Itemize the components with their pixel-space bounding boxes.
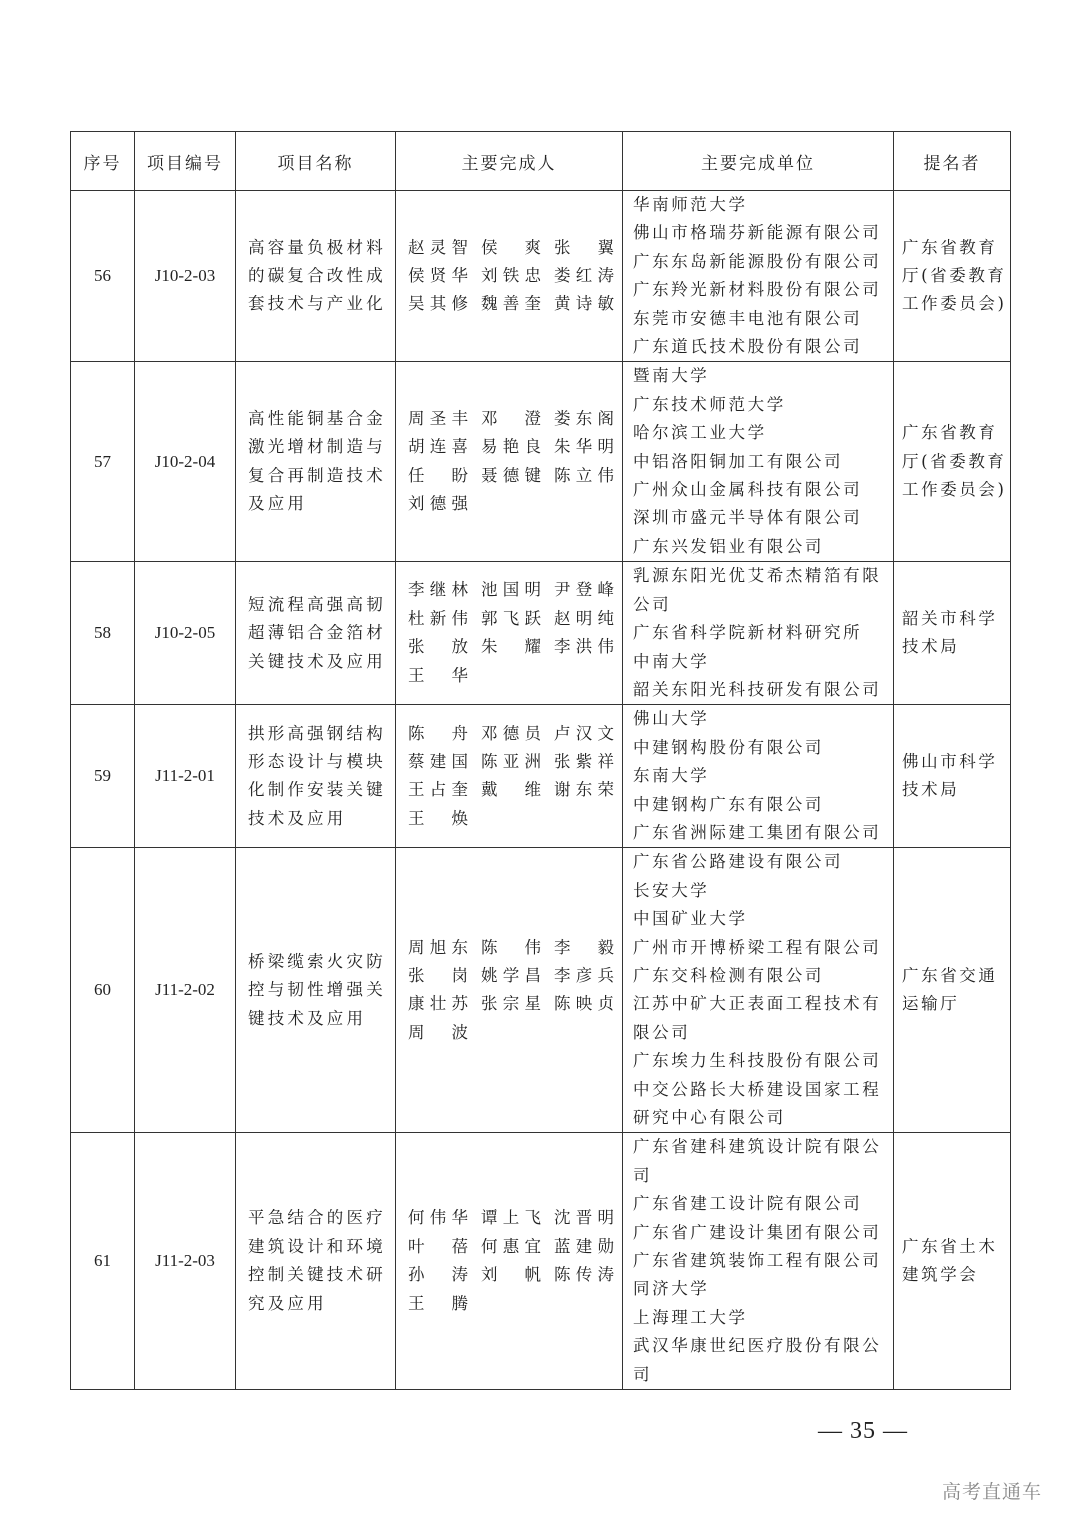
contributor-name: 杜新伟: [408, 608, 468, 628]
main-unit: [623, 1133, 894, 1390]
header-main-units: 主要完成单位: [623, 132, 894, 191]
nominator-line: 广东省交通: [902, 965, 998, 985]
nominator-line: 广东省土木: [902, 1236, 998, 1256]
main-unit-line: 中建钢构广东有限公司: [633, 794, 824, 814]
project-name-line: 桥梁缆索火灾防: [248, 951, 386, 971]
contributor-name: 蔡建国: [408, 751, 468, 771]
main-unit-line: 广东道氏技术股份有限公司: [633, 337, 863, 357]
contributor-name: 朱 耀: [481, 637, 541, 657]
main-unit: [623, 191, 894, 362]
main-unit-line: 暨南大学: [633, 366, 710, 386]
contributor-name: 陈亚洲: [481, 751, 541, 771]
nominator-line: 韶关市科学: [902, 608, 998, 628]
project-name: [236, 362, 396, 562]
contributor-name: 张 岗: [408, 965, 468, 985]
nominator: [894, 705, 1011, 848]
contributor-name: 赵明纯: [554, 608, 614, 628]
main-unit-line: 华南师范大学: [633, 195, 748, 214]
project-name-line: 形态设计与模块: [248, 751, 386, 771]
main-contributors: [396, 1133, 623, 1390]
main-contributors: [396, 848, 623, 1133]
contributor-name: 李洪伟: [554, 637, 614, 657]
project-name: [236, 562, 396, 705]
contributor-name: 邓德员: [481, 723, 541, 743]
contributor-name: 戴 维: [481, 780, 541, 800]
main-contributors: [396, 705, 623, 848]
nominator-line: 工作委员会): [902, 480, 1007, 500]
nominator: [894, 848, 1011, 1133]
contributor-name: 陈映贞: [554, 994, 614, 1014]
contributor-name: 侯 爽: [481, 237, 541, 257]
contributor-name: 娄红涛: [554, 266, 614, 286]
contributor-name: 赵灵智: [408, 237, 468, 257]
contributor-name: 侯贤华: [408, 266, 468, 286]
contributor-name: 张宗星: [481, 994, 541, 1014]
contributor-name: 蓝建勋: [554, 1236, 614, 1256]
main-unit-line: 广东兴发铝业有限公司: [633, 536, 824, 556]
main-unit-line: 广东省广建设计集团有限公司: [633, 1222, 882, 1242]
project-name-line: 激光增材制造与: [248, 437, 386, 457]
main-unit-line: 中南大学: [633, 651, 710, 671]
contributor-name: 刘铁忠: [481, 266, 541, 286]
contributor-name: 聂德键: [481, 465, 541, 485]
contributor-name: 陈 伟: [481, 937, 541, 957]
awards-table: [70, 131, 1011, 1390]
nominator-line: 技术局: [902, 780, 960, 800]
main-contributors: [396, 362, 623, 562]
contributor-name: 任 盼: [408, 465, 468, 485]
contributor-name: 姚学昌: [481, 965, 541, 985]
project-code: J10-2-05: [135, 562, 236, 705]
main-unit: [623, 562, 894, 705]
nominator-line: 技术局: [902, 637, 960, 657]
main-unit: [623, 362, 894, 562]
header-nominator: 提名者: [894, 132, 1011, 191]
contributor-name: 何伟华: [408, 1208, 468, 1228]
table-header-row: [71, 132, 1011, 191]
main-unit-line: 广东省洲际建工集团有限公司: [633, 822, 882, 842]
contributor-name: 易艳良: [481, 437, 541, 457]
project-name-line: 控制关键技术研: [248, 1265, 386, 1285]
project-name: [236, 848, 396, 1133]
contributor-name: 李继林: [408, 580, 468, 600]
contributor-name: 陈 舟: [408, 723, 468, 743]
project-name-line: 的碳复合改性成: [248, 266, 386, 286]
main-unit-line: 佛山市格瑞芬新能源有限公司: [633, 223, 882, 243]
table-row: [71, 1133, 1011, 1390]
project-name-line: 高容量负极材料: [248, 237, 386, 257]
main-unit-line: 中铝洛阳铜加工有限公司: [633, 451, 844, 471]
row-index: 61: [71, 1133, 135, 1390]
header-project-code: 项目编号: [135, 132, 236, 191]
contributor-name: 谢东荣: [554, 780, 614, 800]
row-index: 56: [71, 191, 135, 362]
contributor-name: 卢汉文: [554, 723, 614, 743]
contributor-name: 李彦兵: [554, 965, 614, 985]
main-unit-line: 哈尔滨工业大学: [633, 423, 767, 443]
main-unit-line: 限公司: [633, 1022, 691, 1042]
project-code: J10-2-04: [135, 362, 236, 562]
main-unit-line: 广东省公路建设有限公司: [633, 852, 844, 872]
project-name-line: 究及应用: [248, 1293, 327, 1313]
row-index: 60: [71, 848, 135, 1133]
contributor-name: 张 放: [408, 637, 468, 657]
nominator-line: 广东省教育: [902, 237, 998, 257]
contributor-name: 邓 澄: [481, 409, 541, 429]
contributor-name: 周 波: [408, 1022, 468, 1042]
nominator-line: 运输厅: [902, 994, 960, 1014]
main-unit-line: 司: [633, 1364, 653, 1384]
project-name-line: 高性能铜基合金: [248, 409, 386, 429]
project-name-line: 建筑设计和环境: [248, 1236, 386, 1256]
main-unit-line: 中交公路长大桥建设国家工程: [633, 1079, 882, 1099]
project-name-line: 短流程高强高韧: [248, 594, 386, 614]
project-code: J10-2-03: [135, 191, 236, 362]
watermark: 高考直通车: [942, 1481, 1043, 1503]
project-name-line: 超薄铝合金箔材: [248, 623, 386, 643]
contributor-name: 魏善奎: [481, 294, 541, 314]
contributor-name: 张紫祥: [554, 751, 614, 771]
main-unit-line: 公司: [633, 594, 672, 614]
contributor-name: 王占奎: [408, 780, 468, 800]
contributor-name: 沈晋明: [554, 1208, 614, 1228]
main-unit: [623, 848, 894, 1133]
main-unit-line: 深圳市盛元半导体有限公司: [633, 508, 863, 528]
contributor-name: 陈传涛: [554, 1265, 614, 1285]
project-code: J11-2-03: [135, 1133, 236, 1390]
main-unit-line: 广东省建科建筑设计院有限公: [633, 1137, 882, 1157]
project-code: J11-2-02: [135, 848, 236, 1133]
main-unit-line: 广东东岛新能源股份有限公司: [633, 251, 882, 271]
nominator-line: 建筑学会: [902, 1265, 979, 1285]
contributor-name: 孙 涛: [408, 1265, 468, 1285]
main-unit-line: 长安大学: [633, 880, 710, 900]
main-unit-line: 广东技术师范大学: [633, 394, 786, 414]
contributor-name: 胡连喜: [408, 437, 468, 457]
row-index: 57: [71, 362, 135, 562]
contributor-name: 王 焕: [408, 808, 468, 828]
row-index: 58: [71, 562, 135, 705]
main-unit-line: 司: [633, 1165, 653, 1185]
main-contributors: [396, 562, 623, 705]
main-unit-line: 同济大学: [633, 1279, 710, 1299]
contributor-name: 康壮苏: [408, 994, 468, 1014]
nominator: [894, 562, 1011, 705]
contributor-name: 尹登峰: [554, 580, 614, 600]
project-name-line: 复合再制造技术: [248, 465, 386, 485]
contributor-name: 王 华: [408, 665, 468, 685]
contributor-name: 刘 帆: [481, 1265, 541, 1285]
header-index: 序号: [71, 132, 135, 191]
main-unit-line: 上海理工大学: [633, 1307, 748, 1327]
table-row: [71, 562, 1011, 705]
main-unit-line: 中国矿业大学: [633, 909, 748, 929]
nominator: [894, 191, 1011, 362]
main-unit: [623, 705, 894, 848]
contributor-name: 郭飞跃: [481, 608, 541, 628]
table-row: [71, 848, 1011, 1133]
contributor-name: 朱华明: [554, 437, 614, 457]
main-unit-line: 广东省科学院新材料研究所: [633, 623, 863, 643]
nominator: [894, 1133, 1011, 1390]
contributor-name: 吴其修: [408, 294, 468, 314]
contributor-name: 周旭东: [408, 937, 468, 957]
main-unit-line: 乳源东阳光优艾希杰精箔有限: [633, 566, 882, 586]
header-project-name: 项目名称: [236, 132, 396, 191]
contributor-name: 周圣丰: [408, 409, 468, 429]
project-name-line: 技术及应用: [248, 808, 347, 828]
contributor-name: 谭上飞: [481, 1208, 541, 1228]
main-unit-line: 韶关东阳光科技研发有限公司: [633, 679, 882, 699]
contributor-name: 李 毅: [554, 937, 614, 957]
main-unit-line: 江苏中矿大正表面工程技术有: [633, 994, 882, 1014]
nominator-line: 工作委员会): [902, 294, 1007, 314]
main-unit-line: 佛山大学: [633, 709, 710, 729]
project-name-line: 套技术与产业化: [248, 294, 386, 314]
contributor-name: 何惠宜: [481, 1236, 541, 1256]
main-unit-line: 东莞市安德丰电池有限公司: [633, 308, 863, 328]
main-unit-line: 广州众山金属科技有限公司: [633, 480, 863, 500]
main-contributors: [396, 191, 623, 362]
nominator: [894, 362, 1011, 562]
contributor-name: 黄诗敏: [554, 294, 614, 314]
main-unit-line: 广东交科检测有限公司: [633, 965, 824, 985]
project-name-line: 控与韧性增强关: [248, 980, 386, 1000]
main-unit-line: 中建钢构股份有限公司: [633, 737, 824, 757]
project-name: [236, 191, 396, 362]
project-name-line: 关键技术及应用: [248, 651, 386, 671]
main-unit-line: 广东省建筑装饰工程有限公司: [633, 1251, 882, 1271]
project-name-line: 平急结合的医疗: [248, 1208, 386, 1228]
table-row: [71, 191, 1011, 362]
project-name-line: 拱形高强钢结构: [248, 723, 386, 743]
nominator-line: 厅(省委教育: [902, 266, 1007, 286]
nominator-line: 厅(省委教育: [902, 451, 1007, 471]
header-main-contributors: 主要完成人: [396, 132, 623, 191]
main-unit-line: 东南大学: [633, 766, 710, 786]
project-name: [236, 1133, 396, 1390]
contributor-name: 张 翼: [554, 237, 614, 257]
main-unit-line: 广东埃力生科技股份有限公司: [633, 1051, 882, 1071]
table-row: [71, 705, 1011, 848]
main-unit-line: 武汉华康世纪医疗股份有限公: [633, 1336, 882, 1356]
main-unit-line: 广州市开博桥梁工程有限公司: [633, 937, 882, 957]
contributor-name: 刘德强: [408, 494, 468, 514]
project-name: [236, 705, 396, 848]
nominator-line: 广东省教育: [902, 423, 998, 443]
main-unit-line: 广东省建工设计院有限公司: [633, 1194, 863, 1214]
table-row: [71, 362, 1011, 562]
contributor-name: 池国明: [481, 580, 541, 600]
project-name-line: 键技术及应用: [248, 1008, 367, 1028]
nominator-line: 佛山市科学: [902, 751, 998, 771]
project-name-line: 及应用: [248, 494, 308, 514]
project-code: J11-2-01: [135, 705, 236, 848]
row-index: 59: [71, 705, 135, 848]
contributor-name: 陈立伟: [554, 465, 614, 485]
project-name-line: 化制作安装关键: [248, 780, 386, 800]
main-unit-line: 广东羚光新材料股份有限公司: [633, 280, 882, 300]
contributor-name: 娄东阁: [554, 409, 614, 429]
contributor-name: 叶 蓓: [408, 1236, 468, 1256]
page-number: — 35 —: [818, 1418, 908, 1444]
main-unit-line: 研究中心有限公司: [633, 1108, 786, 1127]
contributor-name: 王 腾: [408, 1293, 468, 1313]
